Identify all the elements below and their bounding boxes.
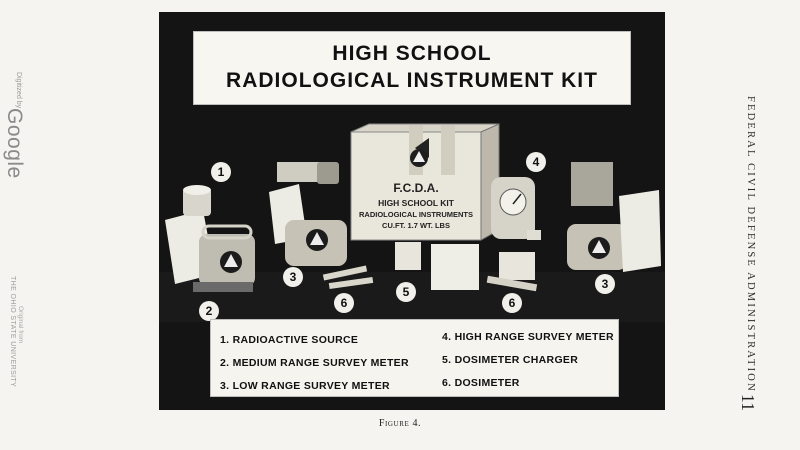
figure-caption-text: Figure 4. — [378, 418, 422, 429]
figure-title-line-2: RADIOLOGICAL INSTRUMENT KIT — [226, 69, 598, 92]
callout-number: 5 — [396, 282, 416, 302]
figure-title-line-1: HIGH SCHOOL — [332, 42, 492, 65]
legend-item: 5. DOSIMETER CHARGER — [442, 354, 579, 366]
figure-caption — [0, 418, 800, 429]
crate-label-instruments: RADIOLOGICAL INSTRUMENTS — [358, 210, 474, 219]
callout-number: 6 — [502, 293, 522, 313]
original-from-label: Original from — [17, 306, 24, 344]
running-header: FEDERAL CIVIL DEFENSE ADMINISTRATION — [745, 96, 756, 393]
crate-label-kit: HIGH SCHOOL KIT — [378, 198, 454, 208]
figure-title-card — [193, 31, 631, 105]
page-number: 11 — [738, 393, 759, 412]
legend-item: 6. DOSIMETER — [442, 377, 520, 389]
callout-number: 3 — [595, 274, 615, 294]
legend-item: 2. MEDIUM RANGE SURVEY METER — [220, 357, 409, 369]
legend-item: 4. HIGH RANGE SURVEY METER — [442, 331, 614, 343]
left-instrument-group — [165, 185, 255, 292]
callout-number: 3 — [283, 267, 303, 287]
google-watermark-logo: Google — [3, 108, 26, 179]
university-watermark: THE OHIO STATE UNIVERSITY — [9, 276, 16, 388]
legend-item: 3. LOW RANGE SURVEY METER — [220, 380, 390, 392]
callout-number: 6 — [334, 293, 354, 313]
legend-item: 1. RADIOACTIVE SOURCE — [220, 334, 359, 346]
crate-label-fcda: F.C.D.A. — [393, 181, 439, 195]
figure-legend — [210, 319, 619, 397]
callout-number: 4 — [526, 152, 546, 172]
kit-photograph — [159, 12, 665, 410]
low-range-meter-left — [269, 162, 347, 266]
high-range-meter — [491, 177, 541, 240]
instrument-crate — [351, 124, 499, 240]
digitized-by-label: Digitized by — [15, 72, 22, 109]
callout-number: 2 — [199, 301, 219, 321]
crate-label-weight: CU.FT. 1.7 WT. LBS — [382, 221, 450, 230]
low-range-meter-right — [567, 162, 661, 272]
callout-number: 1 — [211, 162, 231, 182]
